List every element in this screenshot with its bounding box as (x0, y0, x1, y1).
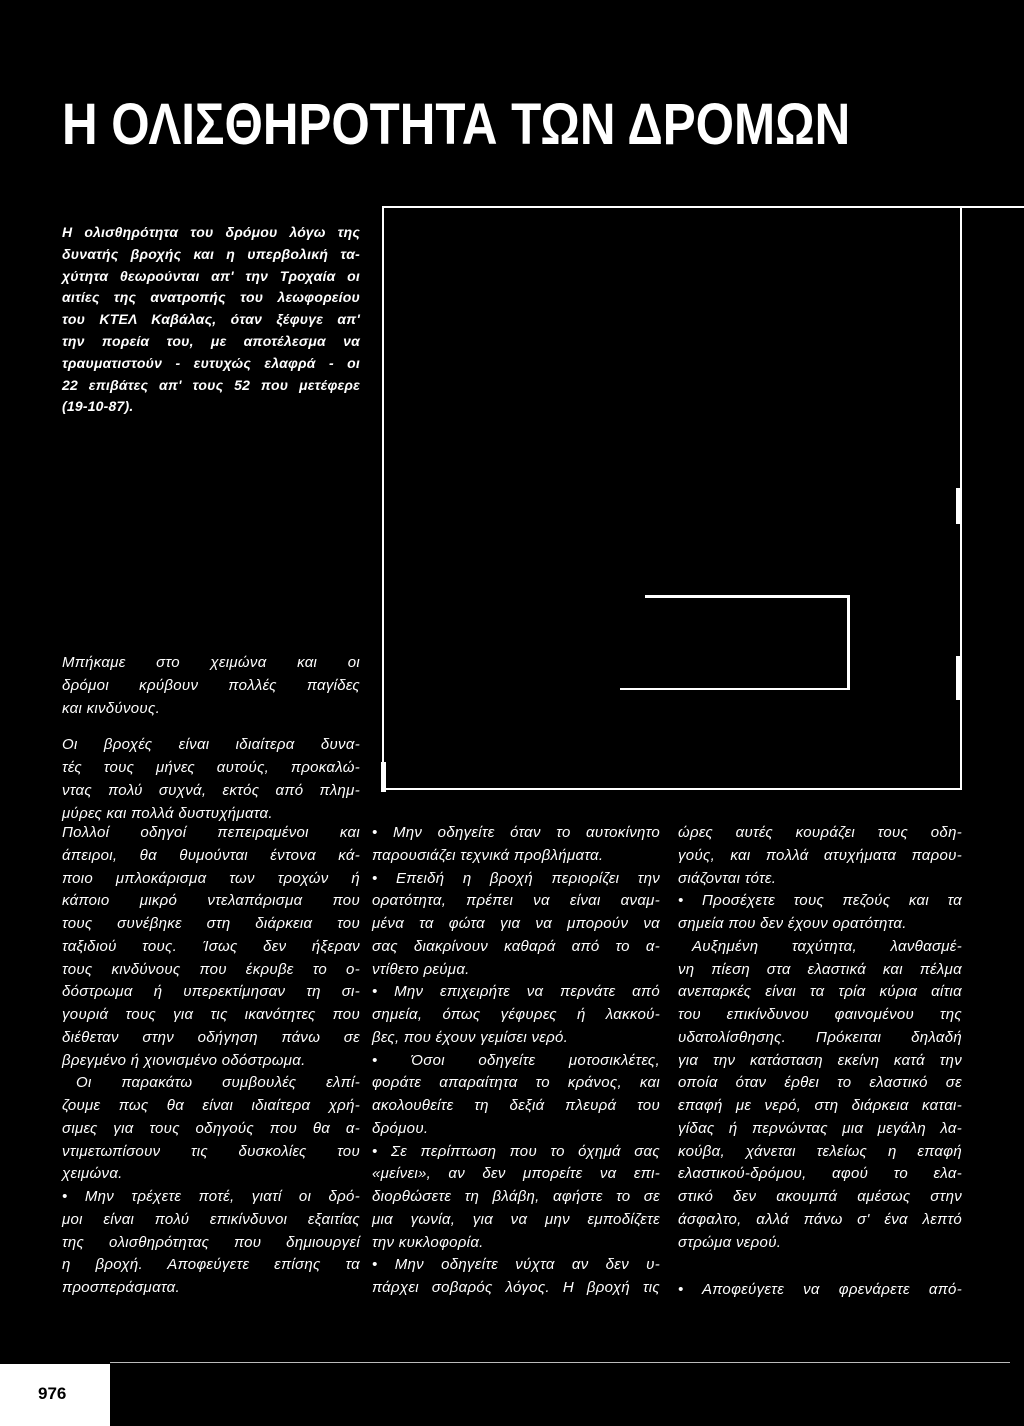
tip-paragraph (372, 868, 660, 982)
text-line: σημεία, όπως γέφυρες ή λακκού- (372, 1006, 660, 1023)
text-line: ορατότητα, πρέπει να είναι αναμ- (372, 892, 660, 910)
text-line: του ΚΤΕΛ Καβάλας, όταν ξέφυγε απ' (62, 311, 360, 328)
text-line: βρεγμένο ή χιονισμένο οδόστρωμα. (62, 1051, 306, 1069)
text-line: διέθεταν στην οδήγηση πάνω σε (62, 1028, 360, 1046)
text-line: σιμες για τους οδηγούς που θα α- (62, 1119, 360, 1137)
intro-paragraph (62, 652, 360, 720)
text-line: χύτητα θεωρούνται απ' την Τροχαία οι (62, 267, 360, 284)
text-line: μύρες και πολλά δυστυχήματα. (62, 804, 273, 822)
text-line: η βροχή. Αποφεύγετε επίσης τα (62, 1256, 360, 1274)
text-line: ανεπαρκές είναι τα τρία κύρια αίτια (678, 983, 962, 1001)
text-line: ποιο μπλοκάρισμα των τροχών ή (62, 869, 360, 887)
tip-paragraph (372, 1050, 660, 1141)
text-line: τους κινδύνους που έκρυβε το ο- (62, 960, 360, 978)
text-line: σας διακρίνουν καθαρά από το α- (372, 937, 660, 955)
text-line: δρόμου. (372, 1119, 429, 1137)
text-line: • Μην τρέχετε ποτέ, γιατί οι δρό- (62, 1188, 360, 1205)
text-line: (19-10-87). (62, 398, 134, 415)
photo-caption (62, 222, 360, 418)
text-line: ταξιδιού τους. Ίσως δεν ήξεραν (62, 937, 360, 955)
tip-paragraph (372, 822, 660, 868)
tip-paragraph (62, 1186, 360, 1300)
text-line: ντας πολύ συχνά, εκτός από πλημ- (62, 781, 360, 799)
text-line: υδατολίσθησης. Πρόκειται δηλαδή (678, 1028, 962, 1046)
text-line: διορθώσετε τη βλάβη, αφήστε το σε (372, 1188, 660, 1205)
text-line: γουριά τους για τις ικανότητες που (62, 1006, 360, 1023)
text-line: προσπεράσματα. (62, 1279, 180, 1296)
text-line: • Σε περίπτωση που το όχημά σας (372, 1142, 660, 1160)
text-line: ακολουθείτε τη δεξιά πλευρά του (372, 1097, 660, 1114)
text-line: ζουμε πως θα είναι ιδιαίτερα χρή- (62, 1097, 360, 1114)
text-line: για την κατάσταση εκείνη κατά την (678, 1051, 962, 1069)
text-line: Η ολισθηρότητα του δρόμου λόγω της (62, 224, 360, 240)
column-3 (678, 822, 962, 1302)
text-line: οποία όταν έρθει το ελαστικό σε (678, 1074, 962, 1092)
text-line: φοράτε απαραίτητα το κράνος, και (372, 1074, 660, 1092)
text-line: άπειροι, θα θυμούνται έντονα κά- (62, 846, 360, 864)
text-line: κάποιο μικρό ντελαπάρισμα που (62, 892, 360, 910)
text-line: Πολλοί οδηγοί πεπειραμένοι και (62, 824, 360, 841)
body-paragraph (678, 822, 962, 890)
scan-mark (381, 762, 386, 792)
tip-paragraph (372, 1254, 660, 1300)
text-line: σιάζονται τότε. (678, 869, 777, 887)
text-line: επαφή με νερό, στη διάρκεια καται- (678, 1097, 962, 1114)
text-line: 22 επιβάτες απ' τους 52 που μετέφερε (62, 376, 360, 393)
text-line: • Αποφεύγετε να φρενάρετε από- (678, 1281, 962, 1299)
text-line: μοι είναι πολύ επικίνδυνοι εξαιτίας (62, 1210, 360, 1228)
intro (62, 652, 360, 825)
text-line: μένα τα φώτα για να μπορούν να (372, 915, 660, 932)
text-line: σημεία που δεν έχουν ορατότητα. (678, 915, 907, 932)
text-line: ελαστικού-δρόμου, αφού το ελα- (678, 1165, 962, 1183)
scan-mark (956, 488, 962, 524)
text-line: αιτίες της ανατροπής του λεωφορείου (62, 289, 360, 306)
body-paragraph (62, 1072, 360, 1186)
text-line: • Όσοι οδηγείτε μοτοσικλέτες, (372, 1051, 660, 1069)
body-paragraph (62, 822, 360, 1072)
text-line: την πορεία του, με αποτέλεσμα να (62, 332, 360, 349)
text-line: νη πίεση στα ελαστικά και πέλμα (678, 960, 962, 978)
text-line: δόστρωμα ή υπερεκτίμησαν τη σι- (62, 983, 360, 1001)
text-line: Μπήκαμε στο χειμώνα και οι (62, 654, 360, 671)
text-line: και κινδύνους. (62, 699, 161, 717)
text-line: • Επειδή η βροχή περιορίζει την (372, 869, 660, 887)
body-paragraph (678, 936, 962, 1255)
text-line: τραυματιστούν - ευτυχώς ελαφρά - οι (62, 354, 360, 371)
text-line: της ολισθηρότητας που δημιουργεί (62, 1233, 360, 1251)
tip-paragraph (372, 981, 660, 1049)
text-line: δυνατής βροχής και η υπερβολική τα- (62, 245, 360, 262)
text-line: στρώμα νερού. (678, 1233, 782, 1251)
scan-mark (956, 656, 962, 700)
text-line: πάρχει σοβαρός λόγος. Η βροχή τις (372, 1279, 660, 1296)
text-line: γίδας ή περνώντας μια μεγάλη λα- (678, 1119, 962, 1137)
text-line: • Μην οδηγείτε νύχτα αν δεν υ- (372, 1256, 660, 1274)
text-line: την κυκλοφορία. (372, 1233, 484, 1251)
text-line: τους συνέβηκε στη διάρκεια του (62, 915, 360, 932)
text-line: • Προσέχετε τους πεζούς και τα (678, 892, 962, 910)
intro-paragraph (62, 734, 360, 825)
text-line: κούβα, χάνεται τελείως η επαφή (678, 1142, 962, 1160)
text-line: βες, που έχουν γεμίσει νερό. (372, 1028, 569, 1046)
text-line: τές τους μήνες αυτούς, προκαλώ- (62, 759, 360, 776)
photo-detail-line (620, 688, 850, 690)
column-2 (372, 822, 660, 1300)
text-line: ώρες αυτές κουράζει τους οδη- (678, 824, 962, 841)
caption-paragraph (62, 222, 360, 418)
text-line: του επικίνδυνου φαινομένου της (678, 1006, 962, 1023)
text-line: ντίθετο ρεύμα. (372, 960, 470, 978)
photo-detail (645, 595, 850, 689)
text-line: Αυξημένη ταχύτητα, λανθασμέ- (692, 937, 962, 955)
text-line: Οι βροχές είναι ιδιαίτερα δυνα- (62, 736, 360, 754)
text-line: «μείνει», αν δεν μπορείτε να επι- (372, 1165, 660, 1183)
text-line: γούς, και πολλά ατυχήματα παρου- (678, 846, 962, 864)
text-line: μια γωνία, για να μην εμποδίζετε (372, 1210, 660, 1228)
text-line: Οι παρακάτω συμβουλές ελπί- (76, 1074, 360, 1092)
article-title: Η ΟΛΙΣΘΗΡΟΤΗΤΑ ΤΩΝ ΔΡΟΜΩΝ (62, 92, 851, 157)
column-1 (62, 822, 360, 1300)
page-number: 976 (38, 1384, 67, 1403)
text-line: άσφαλτο, αλλά πάνω σ' ένα λεπτό (678, 1210, 962, 1228)
tip-paragraph (372, 1141, 660, 1255)
text-line: χειμώνα. (62, 1165, 123, 1183)
tip-paragraph (678, 890, 962, 936)
photo (382, 206, 962, 790)
text-line: • Μην οδηγείτε όταν το αυτοκίνητο (372, 824, 660, 841)
text-line: • Μην επιχειρήτε να περνάτε από (372, 983, 660, 1001)
tip-paragraph (678, 1279, 962, 1302)
bottom-rule (110, 1362, 1010, 1363)
text-line: στικό δεν ακουμπά αμέσως στην (678, 1188, 962, 1205)
text-line: ντιμετωπίσουν τις δυσκολίες του (62, 1142, 360, 1160)
text-line: παρουσιάζει τεχνικά προβλήματα. (372, 846, 604, 864)
text-line: δρόμοι κρύβουν πολλές παγίδες (62, 676, 360, 694)
